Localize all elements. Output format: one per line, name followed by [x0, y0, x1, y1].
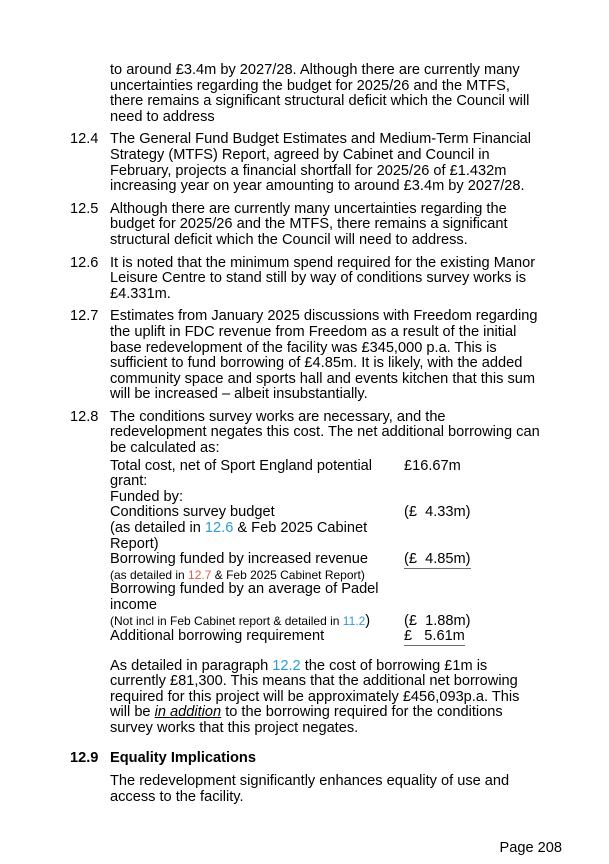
- calc-note: [110, 569, 404, 583]
- text-segment: the cost of borrowing £1m is currently £81,300. This means that the additional net borrowing required for this project will be approximately £456,093p.a. This will be: [110, 657, 520, 721]
- paragraph-text: The conditions survey works are necessary, and the redevelopment negates this cost. The net additional borrowing can be calculated as:: [110, 408, 540, 457]
- calc-note: [110, 612, 404, 629]
- note-text: (Not incl in Feb Cabinet report & detailed in: [110, 613, 343, 628]
- paragraph-12-6: [70, 256, 542, 303]
- note-text: & Feb 2025 Cabinet Report): [110, 520, 368, 552]
- paragraph-text: Although there are currently many uncertainties regarding the budget for 2025/26 and the MTFS, there remains a significant structural deficit which the Council will need to address.: [110, 200, 508, 248]
- paragraph-text: The redevelopment significantly enhances equality of use and access to the facility.: [110, 773, 510, 805]
- note-text: (as detailed in: [110, 520, 205, 537]
- note-text: ): [365, 612, 371, 629]
- paragraph-text: The General Fund Budget Estimates and Medium-Term Financial Strategy (MTFS) Report, agreed by Cabinet and Council in February, projects a financial shortfall for 2025/26 of £1.432m increasing year on year amounting to around £3.4m by 2027/28.: [110, 131, 531, 195]
- note-text: & Feb 2025 Cabinet Report): [211, 567, 365, 582]
- paragraph-text: Estimates from January 2025 discussions with Freedom regarding the uplift in FDC revenue from Freedom as a result of the initial base redevelopment of the facility was £345,000 p.a. This is sufficient to fund borrowing of £4.85m. It is likely, with the added community space and sports hall and events kitchen that this sum will be increased – albeit insubstantially.: [110, 308, 538, 403]
- text-segment: As detailed in paragraph: [110, 657, 273, 674]
- crossref-link-12-2[interactable]: 12.2: [272, 657, 301, 674]
- paragraph-12-9-heading: [70, 751, 542, 767]
- paragraph-text: It is noted that the minimum spend required for the existing Manor Leisure Centre to stand still by way of conditions survey works is £4.331m.: [110, 254, 536, 302]
- calc-amount: (£ 1.88m): [404, 612, 471, 629]
- paragraph-number: 12.7: [70, 308, 99, 325]
- calc-row-additional-borrowing: [110, 629, 542, 646]
- calc-row-padel-note: [110, 614, 542, 630]
- crossref-link-12-6[interactable]: 12.6: [204, 520, 234, 537]
- paragraph-text: to around £3.4m by 2027/28. Although there are currently many uncertainties regarding the budget for 2025/26 and the MTFS, there remains a significant structural deficit which the Council will need to address: [110, 62, 530, 125]
- calc-label: Borrowing funded by increased revenue: [110, 551, 368, 568]
- paragraph-12-4: [70, 132, 542, 194]
- emphasized-text: in addition: [154, 704, 222, 721]
- paragraph-number: 12.4: [70, 131, 99, 148]
- paragraph-12-7: [70, 309, 542, 403]
- paragraph-borrowing-detail: [70, 659, 542, 737]
- page-number: Page 208: [499, 840, 562, 856]
- calc-label: Total cost, net of Sport England potential grant:: [110, 457, 373, 490]
- paragraph-number: 12.5: [70, 200, 99, 217]
- paragraph-number: 12.8: [70, 408, 99, 425]
- paragraph-number: [70, 63, 110, 125]
- section-heading: Equality Implications: [110, 749, 256, 766]
- calc-row-total-cost: [110, 459, 542, 490]
- paragraph-12-9-body: [70, 774, 542, 805]
- paragraph-continuation: [70, 63, 542, 125]
- borrowing-calculation-table: [110, 459, 542, 646]
- calc-label: Additional borrowing requirement: [110, 628, 325, 645]
- calc-label: Funded by:: [110, 488, 184, 505]
- calc-row-conditions-note: [110, 521, 542, 552]
- crossref-link-12-7[interactable]: 12.7: [188, 567, 212, 582]
- calc-row-funded-by: [110, 490, 542, 506]
- text-segment: to the borrowing required for the conditions survey works that this project negates.: [110, 704, 503, 737]
- calc-row-padel-income: [110, 582, 542, 613]
- paragraph-number: [70, 659, 110, 737]
- calc-row-revenue-note: [110, 569, 542, 583]
- paragraph-number: [70, 459, 110, 646]
- document-content: [70, 63, 542, 812]
- calc-row-increased-revenue: [110, 552, 542, 569]
- calc-note: [110, 521, 404, 552]
- note-text: (as detailed in: [110, 567, 189, 582]
- calc-label: Borrowing funded by an average of Padel income: [110, 581, 379, 613]
- calc-amount-underlined: £ 5.61m: [404, 628, 465, 645]
- calc-row-conditions-survey: [110, 505, 542, 521]
- paragraph-number: 12.9: [70, 749, 99, 766]
- paragraph-number: 12.6: [70, 254, 99, 271]
- calc-amount: (£ 4.33m): [404, 504, 471, 521]
- paragraph-number: [70, 774, 110, 805]
- crossref-link-11-2[interactable]: 11.2: [342, 613, 366, 628]
- calc-amount: £16.67m: [404, 457, 461, 474]
- paragraph-text: [110, 659, 542, 737]
- borrowing-calculation-table-wrapper: [70, 459, 542, 646]
- calc-amount-underlined: (£ 4.85m): [404, 551, 471, 568]
- paragraph-12-5: [70, 202, 542, 249]
- calc-label: Conditions survey budget: [110, 504, 275, 521]
- paragraph-12-8: [70, 410, 542, 457]
